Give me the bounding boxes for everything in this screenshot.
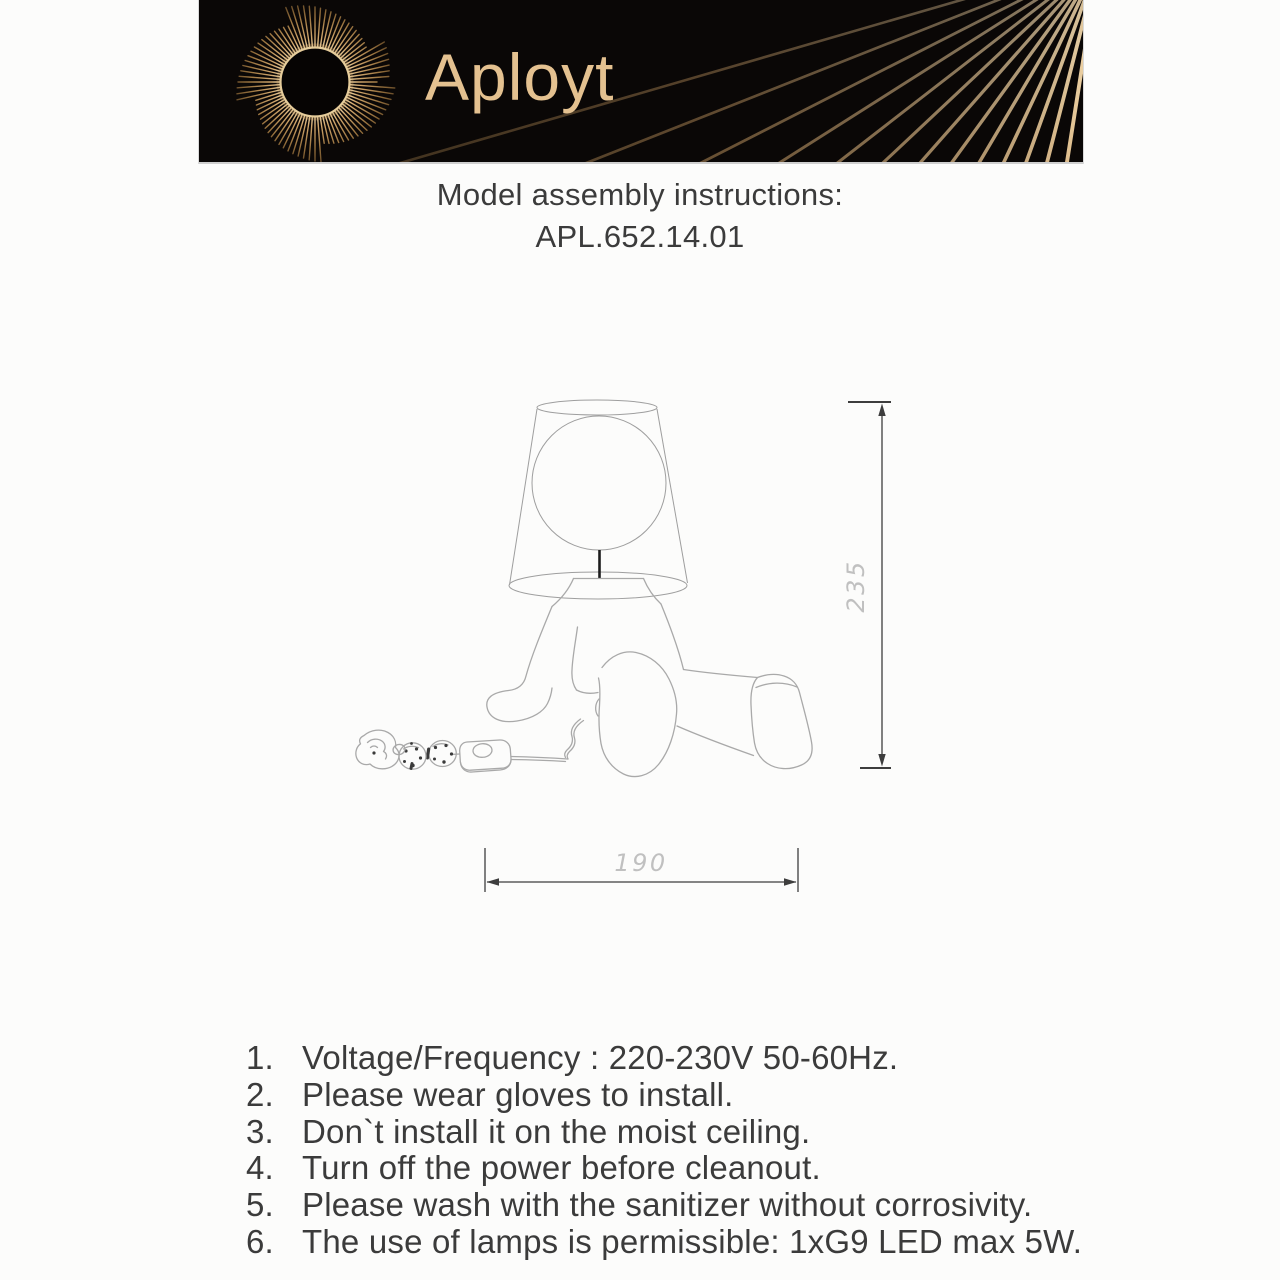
instruction-item <box>246 1224 1082 1261</box>
item-number: 2. <box>246 1075 274 1113</box>
right-leg-top <box>684 670 758 678</box>
brand-name: Aployt <box>425 40 615 114</box>
document-title <box>0 174 1280 258</box>
height-dimension-label: 235 <box>842 559 870 613</box>
lamp-technical-drawing <box>340 390 900 900</box>
instruction-item <box>246 1114 1082 1151</box>
model-code: APL.652.14.01 <box>535 219 745 254</box>
bulb-sphere <box>532 416 666 550</box>
width-dimension <box>485 848 798 892</box>
instruction-list <box>246 1040 1082 1261</box>
cord-bead-right <box>426 741 457 767</box>
width-dimension-label: 190 <box>614 849 668 877</box>
banner-art <box>199 0 1083 162</box>
instruction-item <box>246 1150 1082 1187</box>
left-leg <box>487 607 552 722</box>
power-cord <box>356 719 584 772</box>
item-text: Turn off the power before cleanout. <box>302 1149 821 1187</box>
item-text: Please wear gloves to install. <box>302 1075 734 1113</box>
item-number: 6. <box>246 1222 274 1260</box>
cord-bead-left <box>399 742 426 770</box>
item-text: The use of lamps is permissible: 1xG9 LED max 5W. <box>302 1222 1083 1260</box>
title-line: Model assembly instructions: <box>436 177 844 212</box>
lamp-shade-outline <box>509 400 688 599</box>
item-text: Voltage/Frequency : 220-230V 50-60Hz. <box>302 1039 899 1076</box>
item-number: 4. <box>246 1149 274 1187</box>
instruction-item <box>246 1187 1082 1224</box>
figure-body-outline <box>487 579 812 777</box>
sunburst-icon <box>237 6 395 162</box>
torso-right <box>661 604 684 670</box>
height-dimension <box>842 402 891 768</box>
item-number: 1. <box>246 1039 274 1076</box>
item-text: Please wash with the sanitizer without corrosivity. <box>302 1186 1033 1224</box>
item-number: 5. <box>246 1186 274 1224</box>
item-number: 3. <box>246 1112 274 1150</box>
brand-banner <box>199 0 1083 164</box>
item-text: Don`t install it on the moist ceiling. <box>302 1112 811 1150</box>
right-leg-bottom <box>677 726 754 756</box>
bent-knee <box>599 652 677 777</box>
inline-switch <box>454 740 512 772</box>
sunburst-center <box>282 49 348 115</box>
boot <box>751 674 812 768</box>
instruction-item <box>246 1040 1082 1077</box>
instruction-item <box>246 1077 1082 1114</box>
switch-button <box>473 743 493 758</box>
